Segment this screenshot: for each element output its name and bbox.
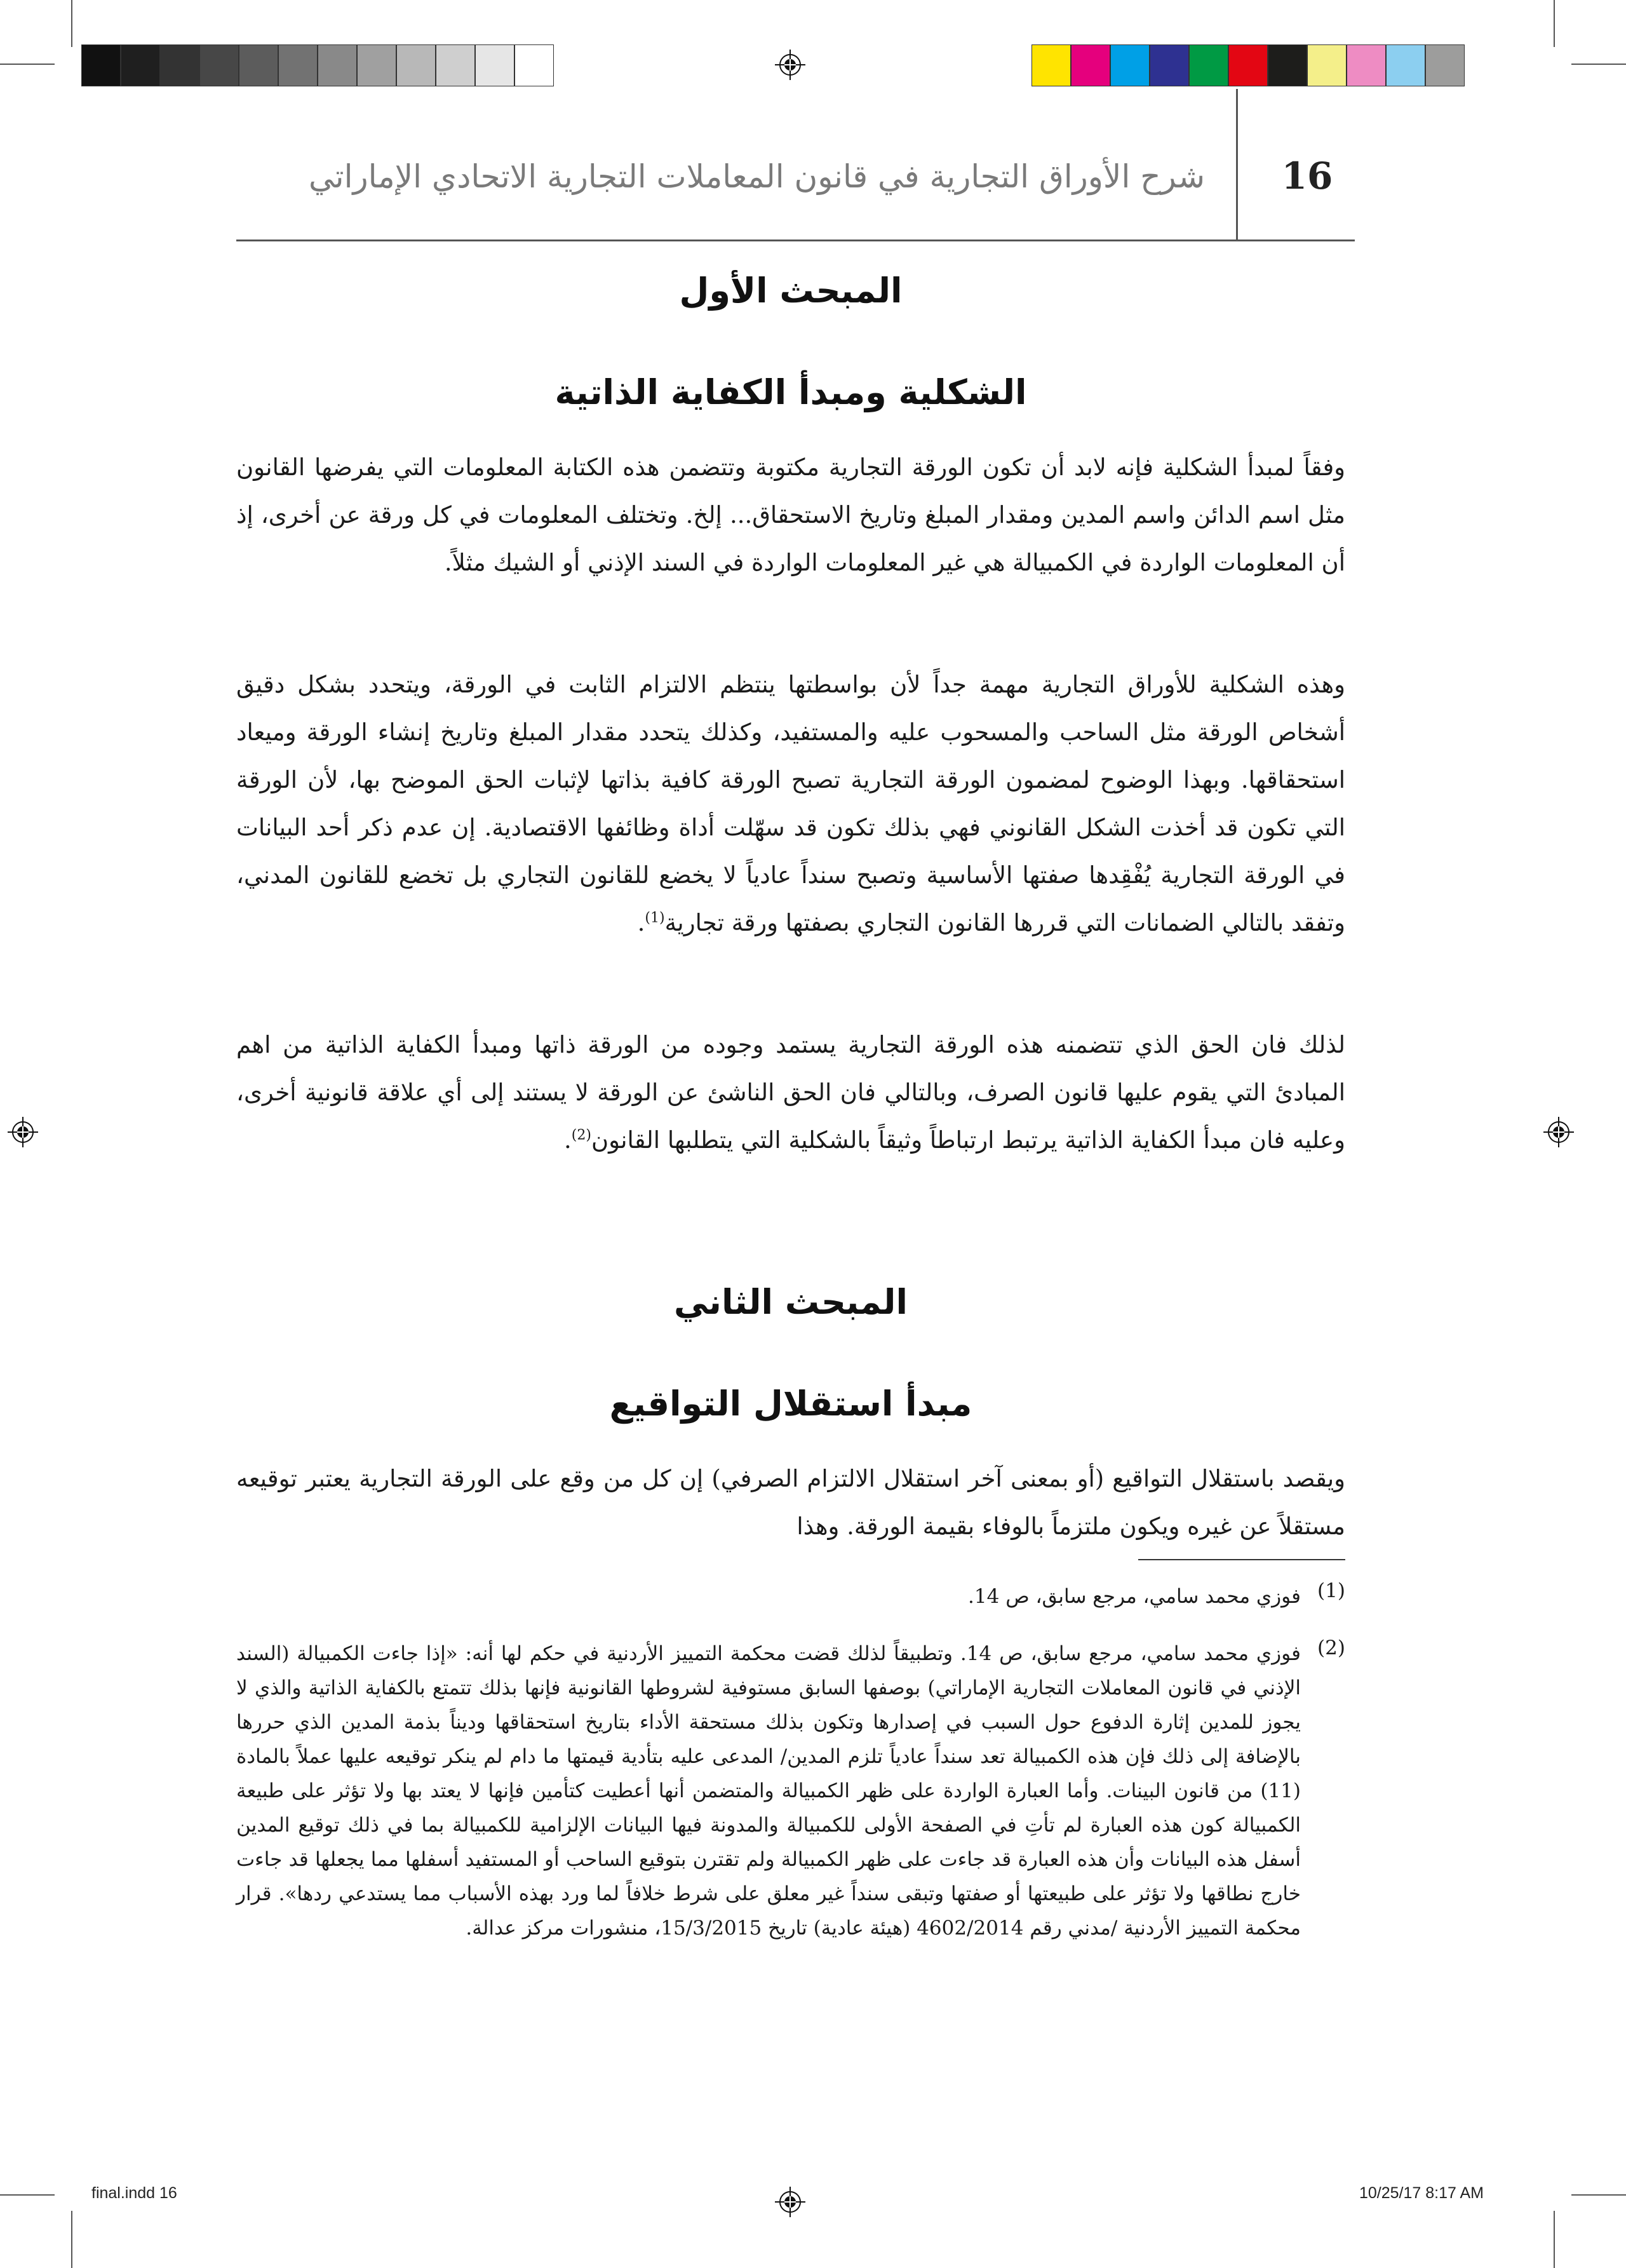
- paragraph: [236, 1455, 1345, 1550]
- gray-calibration-bar: [81, 44, 554, 86]
- paragraph-end: .: [637, 909, 645, 936]
- crop-mark: [71, 2211, 72, 2268]
- running-header: شرح الأوراق التجارية في قانون المعاملات التجارية الاتحادي الإماراتي: [308, 158, 1205, 195]
- color-swatch: [514, 44, 554, 86]
- footnote: [236, 1579, 1345, 1617]
- color-swatch: [436, 44, 475, 86]
- slug-filename: final.indd 16: [91, 2184, 177, 2202]
- footnote-rule: [1138, 1559, 1345, 1560]
- crop-mark: [71, 0, 72, 47]
- paragraph: [236, 1021, 1345, 1164]
- color-swatch: [1386, 44, 1425, 86]
- color-swatch: [1110, 44, 1150, 86]
- color-swatch: [1347, 44, 1386, 86]
- color-swatch: [1228, 44, 1268, 86]
- color-swatch: [396, 44, 436, 86]
- header-divider: [1236, 89, 1238, 241]
- registration-target-icon: [775, 50, 805, 80]
- footnote: [236, 1637, 1345, 2005]
- header-rule: [236, 240, 1355, 241]
- footnote-text: فوزي محمد سامي، مرجع سابق، ص 14. وتطبيقاً لذلك قضت محكمة التمييز الأردنية في حكم لها أنه: «إذا جاءت الكمبيالة (السند الإذني في قانون المعاملات التجارية الإماراتي) بوصفها السابق مستوفية لشروطها القانونية فإنها بذلك تتمتع بالكفاية الذاتية والذي لا يجوز للمدين إثارة الدفوع حول السبب في إصدارها وتكون بذلك مستحقة الأداء بتاريخ استحقاقها وديناً بذمة المدين الذي حررها بالإضافة إلى ذلك فإن هذه الكمبيالة تعد سنداً عادياً تلزم المدين/ المدعى عليه بتأدية قيمتها ما دام لم ينكر توقيعه عليها عملاً بالمادة (11) من قانون البينات. وأما العبارة الواردة على ظهر الكمبيالة والمتضمن أنها أعطيت كتأمين فإنها لا يعتد بها ولا تؤثر على طبيعة الكمبيالة كون هذه العبارة لم تأتِ في الصفحة الأولى للكمبيالة والمدونة فيها البيانات الإلزامية للكمبيالة بما في ذلك توقيع المدين أسفل هذه البيانات وأن هذه العبارة قد جاءت على ظهر الكمبيالة ولم تقترن بتوقيع الساحب أو المستفيد أسفلها مما يجعلها قد جاءت خارج نطاقها ولا تؤثر على طبيعتها أو صفتها وتبقى سنداً غير معلق على شرط خلافاً لما ورد بهذه الأسباب مما يستدعي ردها». قرار محكمة التمييز الأردنية /مدني رقم 4602/2014 (هيئة عادية) تاريخ 15/3/2015، منشورات مركز عدالة.: [236, 1642, 1301, 1940]
- section-title: المبحث الأول: [679, 271, 903, 311]
- footnote-number: (2): [1317, 1637, 1345, 1659]
- registration-target-icon: [8, 1117, 38, 1147]
- color-swatch: [1150, 44, 1189, 86]
- registration-target-icon: [775, 2187, 805, 2217]
- color-swatch: [1031, 44, 1071, 86]
- footnote-ref[interactable]: (2): [571, 1127, 591, 1144]
- color-swatch: [160, 44, 199, 86]
- paragraph-text: ويقصد باستقلال التواقيع (أو بمعنى آخر استقلال الالتزام الصرفي) إن كل من وقع على الورقة التجارية يعتبر توقيعه مستقلاً عن غيره ويكون ملتزماً بالوفاء بقيمة الورقة. وهذا: [236, 1465, 1345, 1540]
- paragraph: [236, 661, 1345, 947]
- section-subtitle: الشكلية ومبدأ الكفاية الذاتية: [554, 372, 1027, 412]
- paragraph-text: لذلك فان الحق الذي تتضمنه هذه الورقة التجارية يستمد وجوده من الورقة ذاتها ومبدأ الكفاية الذاتية من اهم المبادئ التي يقوم عليها قانون الصرف، وبالتالي فان الحق الناشئ عن الورقة لا يستند إلى أي علاقة قانونية أخرى، وعليه فان مبدأ الكفاية الذاتية يرتبط ارتباطاً وثيقاً بالشكلية التي يتطلبها القانون: [236, 1031, 1345, 1154]
- slug-timestamp: 10/25/17 8:17 AM: [1359, 2184, 1484, 2202]
- crop-mark: [1554, 0, 1555, 47]
- color-swatch: [1268, 44, 1307, 86]
- color-swatch: [475, 44, 514, 86]
- crop-mark: [1571, 2194, 1626, 2196]
- color-swatch: [81, 44, 121, 86]
- page-number: 16: [1281, 154, 1333, 198]
- color-swatch: [121, 44, 160, 86]
- footnote-text: فوزي محمد سامي، مرجع سابق، ص 14.: [968, 1585, 1301, 1608]
- section-subtitle: مبدأ استقلال التواقيع: [609, 1384, 972, 1424]
- color-swatch: [318, 44, 357, 86]
- paragraph-text: وهذه الشكلية للأوراق التجارية مهمة جداً لأن بواسطتها ينتظم الالتزام الثابت في الورقة، ويتحدد بشكل دقيق أشخاص الورقة مثل الساحب والمسحوب عليه والمستفيد، وكذلك يتحدد مقدار المبلغ وتاريخ إنشاء الورقة وميعاد استحقاقها. وبهذا الوضوح لمضمون الورقة التجارية تصبح الورقة كافية بذاتها لإثبات الحق الموضح بها، لأن الورقة التي تكون قد أخذت الشكل القانوني فهي بذلك تكون قد سهّلت أداة وظائفها الاقتصادية. إن عدم ذكر أحد البيانات في الورقة التجارية يُفْقِدها صفتها الأساسية وتصبح سنداً عادياً لا يخضع للقانون التجاري بل تخضع للقانون المدني، وتفقد بالتالي الضمانات التي قررها القانون التجاري بصفتها ورقة تجارية: [236, 671, 1345, 936]
- color-swatch: [1307, 44, 1347, 86]
- color-swatch: [199, 44, 239, 86]
- paragraph-text: وفقاً لمبدأ الشكلية فإنه لابد أن تكون الورقة التجارية مكتوبة وتتضمن هذه الكتابة المعلومات التي يفرضها القانون مثل اسم الدائن واسم المدين ومقدار المبلغ وتاريخ الاستحقاق... إلخ. وتختلف المعلومات في كل ورقة عن أخرى، إذ أن المعلومات الواردة في الكمبيالة هي غير المعلومات الواردة في السند الإذني أو الشيك مثلاً.: [236, 454, 1345, 576]
- registration-target-icon: [1543, 1117, 1574, 1147]
- paragraph: [236, 443, 1345, 586]
- color-swatch: [1189, 44, 1228, 86]
- color-calibration-bar: [1031, 44, 1465, 86]
- color-swatch: [357, 44, 396, 86]
- color-swatch: [1425, 44, 1465, 86]
- crop-mark: [0, 2194, 55, 2196]
- paragraph-end: .: [563, 1126, 572, 1154]
- footnote-ref[interactable]: (1): [645, 910, 665, 926]
- crop-mark: [1554, 2211, 1555, 2268]
- color-swatch: [278, 44, 318, 86]
- color-swatch: [239, 44, 278, 86]
- crop-mark: [1571, 64, 1626, 65]
- crop-mark: [0, 64, 55, 65]
- section-title: المبحث الثاني: [674, 1282, 908, 1322]
- footnote-number: (1): [1317, 1579, 1345, 1602]
- color-swatch: [1071, 44, 1110, 86]
